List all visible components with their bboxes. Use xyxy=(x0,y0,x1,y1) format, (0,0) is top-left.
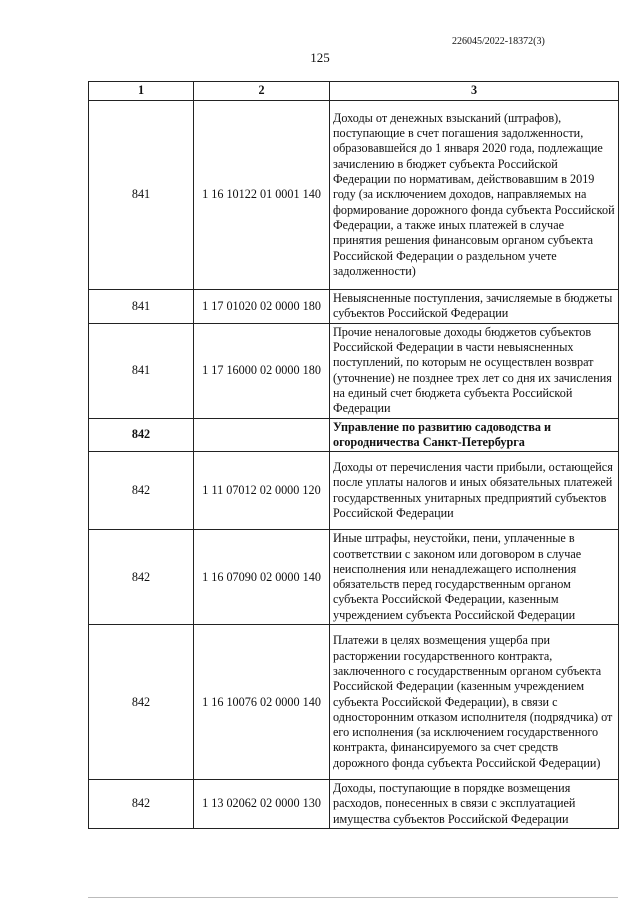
description-cell: Платежи в целях возмещения ущерба при расторжении государственного контракта, заключенного с государственным органом субъекта Российской Федерации (казенным учреждением субъекта Российской Федерации), в связи с односторонним отказом исполнителя (подрядчика) от его исполнения (за исключением государственного контракта, финансируемого за счет средств дорожного фонда субъекта Российской Федерации) xyxy=(330,625,619,780)
description-cell: Прочие неналоговые доходы бюджетов субъектов Российской Федерации в части невыясненных поступлений, по которым не осуществлен возврат (уточнение) не позднее трех лет со дня их зачисления на единый счет бюджета субъекта Российской Федерации xyxy=(330,323,619,418)
budget-code-cell: 1 16 10122 01 0001 140 xyxy=(194,101,330,290)
document-number: 226045/2022-18372(3) xyxy=(452,36,545,47)
table-row xyxy=(89,452,619,530)
budget-code-cell: 1 16 10076 02 0000 140 xyxy=(194,625,330,780)
admin-code-cell: 842 xyxy=(89,452,194,530)
bottom-scan-line xyxy=(88,897,618,898)
admin-code-cell: 842 xyxy=(89,530,194,625)
admin-code-cell: 842 xyxy=(89,625,194,780)
budget-code-cell: 1 11 07012 02 0000 120 xyxy=(194,452,330,530)
table-row xyxy=(89,625,619,780)
budget-code-cell xyxy=(194,418,330,452)
description-cell: Доходы от перечисления части прибыли, остающейся после уплаты налогов и иных обязательных платежей государственных унитарных предприятий субъектов Российской Федерации xyxy=(330,452,619,530)
table-row xyxy=(89,323,619,418)
description-cell: Доходы, поступающие в порядке возмещения расходов, понесенных в связи с эксплуатацией имущества субъектов Российской Федерации xyxy=(330,780,619,829)
admin-code-cell: 841 xyxy=(89,290,194,324)
description-cell: Иные штрафы, неустойки, пени, уплаченные в соответствии с законом или договором в случае неисполнения или ненадлежащего исполнения обязательств перед государственным органом субъекта Российской Федерации, казенным учреждением субъекта Российской Федерации xyxy=(330,530,619,625)
column-header-1: 1 xyxy=(89,82,194,101)
admin-code-cell: 841 xyxy=(89,101,194,290)
budget-code-cell: 1 16 07090 02 0000 140 xyxy=(194,530,330,625)
revenue-codes-table xyxy=(88,81,619,829)
table-row xyxy=(89,780,619,829)
budget-code-cell: 1 13 02062 02 0000 130 xyxy=(194,780,330,829)
description-cell: Невыясненные поступления, зачисляемые в бюджеты субъектов Российской Федерации xyxy=(330,290,619,324)
table-header-row xyxy=(89,82,619,101)
budget-code-cell: 1 17 16000 02 0000 180 xyxy=(194,323,330,418)
budget-code-cell: 1 17 01020 02 0000 180 xyxy=(194,290,330,324)
table-row xyxy=(89,101,619,290)
table-row xyxy=(89,290,619,324)
page-number: 125 xyxy=(310,50,330,65)
admin-code-cell: 841 xyxy=(89,323,194,418)
table-row-section-header xyxy=(89,418,619,452)
column-header-3: 3 xyxy=(330,82,619,101)
description-cell: Доходы от денежных взысканий (штрафов), поступающие в счет погашения задолженности, образовавшейся до 1 января 2020 года, подлежащие зачислению в бюджет субъекта Российской Федерации по нормативам, действовавшим в 2019 году (за исключением доходов, направляемых на формирование дорожного фонда субъекта Российской Федерации, а также иных платежей в случае принятия решения финансовым органом субъекта Российской Федерации о раздельном учете задолженности) xyxy=(330,101,619,290)
admin-code-cell: 842 xyxy=(89,418,194,452)
table-row xyxy=(89,530,619,625)
admin-code-cell: 842 xyxy=(89,780,194,829)
column-header-2: 2 xyxy=(194,82,330,101)
section-title-cell: Управление по развитию садоводства и огородничества Санкт-Петербурга xyxy=(330,418,619,452)
